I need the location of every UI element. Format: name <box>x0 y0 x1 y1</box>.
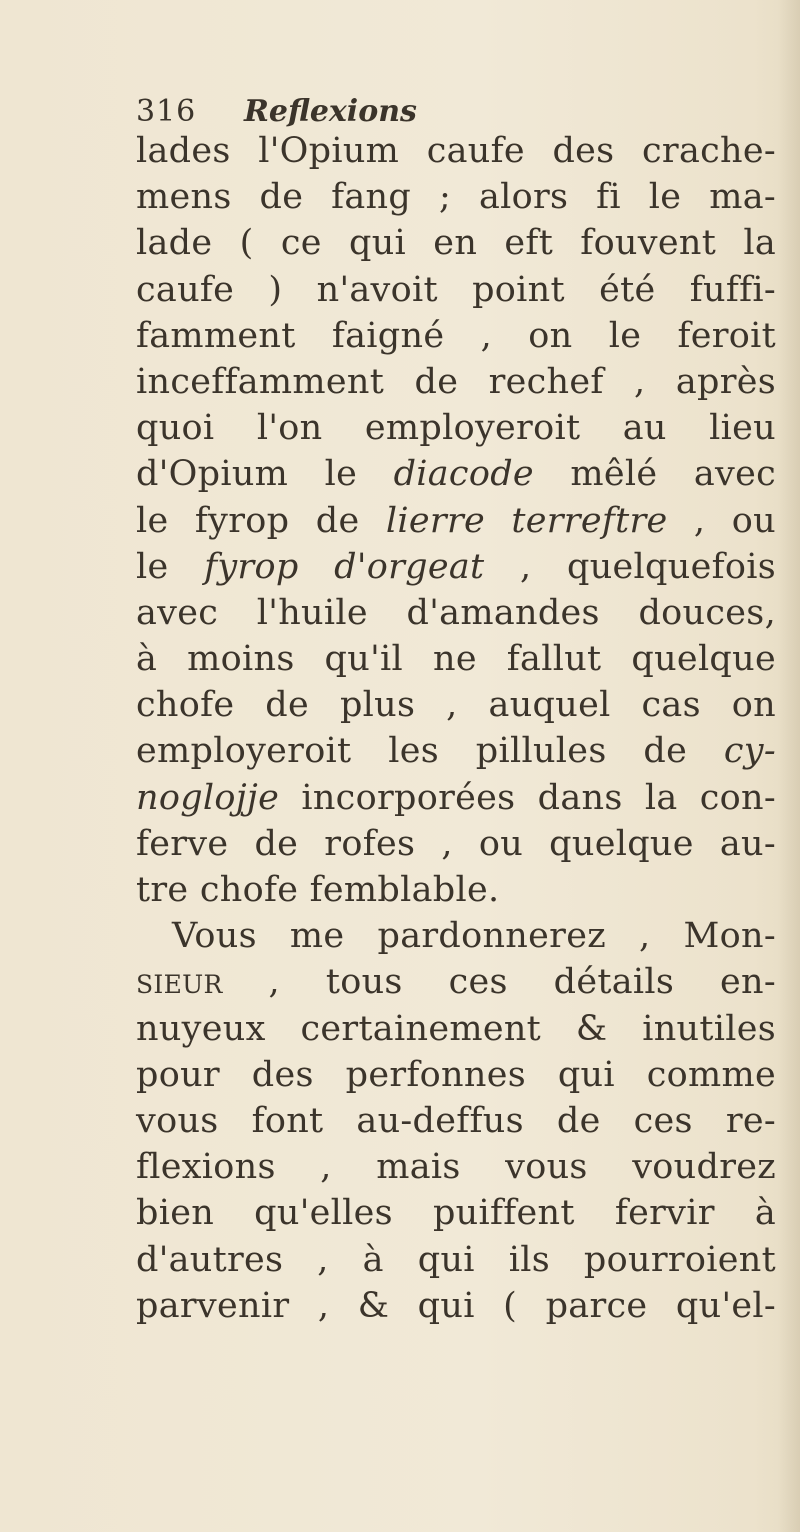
text-line: flexions , mais vous voudrez <box>136 1147 776 1188</box>
text-line <box>136 544 776 590</box>
italic-run: lierre terreftre <box>385 500 668 541</box>
text-line: tre chofe femblable. <box>136 870 500 910</box>
text-line: bien qu'elles puiffent fervir à <box>136 1193 776 1234</box>
small-caps-run: sieur <box>136 962 223 1003</box>
text-line <box>136 451 776 497</box>
text-line: famment faigné , on le feroit <box>136 315 776 356</box>
text-line <box>136 959 776 1005</box>
text-run: le <box>136 546 205 587</box>
text-line: Vous me pardonnerez , Mon- <box>172 916 776 957</box>
text-line: parvenir , & qui ( parce qu'el- <box>136 1285 776 1326</box>
text-line: d'autres , à qui ils pourroient <box>136 1239 776 1280</box>
text-run: d'Opium le <box>136 454 394 495</box>
italic-run: fyrop d'orgeat <box>204 546 485 587</box>
page-edge-shadow <box>778 0 800 1532</box>
running-title: Reflexions <box>244 94 417 129</box>
text-line: nuyeux certainement & inutiles <box>136 1008 776 1049</box>
text-line: inceffamment de rechef , après <box>136 361 776 402</box>
body-text <box>136 128 776 1329</box>
text-line <box>136 775 776 821</box>
text-line: lade ( ce qui en eft fouvent la <box>136 223 776 264</box>
text-line: chofe de plus , auquel cas on <box>136 685 776 726</box>
text-line: lades l'Opium caufe des crache- <box>136 131 776 171</box>
italic-run: noglojje <box>136 777 280 818</box>
text-run: employeroit les pillules de <box>136 731 724 772</box>
italic-run: diacode <box>393 454 534 495</box>
text-line: mens de fang ; alors fi le ma- <box>136 177 776 218</box>
italic-run: cy- <box>723 731 776 772</box>
text-run: , ou <box>667 500 776 541</box>
text-line: ferve de rofes , ou quelque au- <box>136 823 776 864</box>
text-run: le fyrop de <box>136 500 386 541</box>
text-run: incorporées dans la con- <box>279 777 776 818</box>
text-run: , quelquefois <box>484 546 776 587</box>
text-line: caufe ) n'avoit point été fuffi- <box>136 269 776 310</box>
text-line: avec l'huile d'amandes douces, <box>136 592 776 633</box>
text-line: quoi l'on employeroit au lieu <box>136 408 776 449</box>
text-line: vous font au-deffus de ces re- <box>136 1100 776 1141</box>
text-line: pour des perfonnes qui comme <box>136 1054 776 1095</box>
text-line <box>136 728 776 774</box>
page-number: 316 <box>136 94 197 129</box>
text-line: à moins qu'il ne fallut quelque <box>136 639 776 680</box>
text-line <box>136 498 776 544</box>
text-run: , tous ces détails en- <box>222 962 776 1003</box>
text-run: mêlé avec <box>533 454 776 495</box>
